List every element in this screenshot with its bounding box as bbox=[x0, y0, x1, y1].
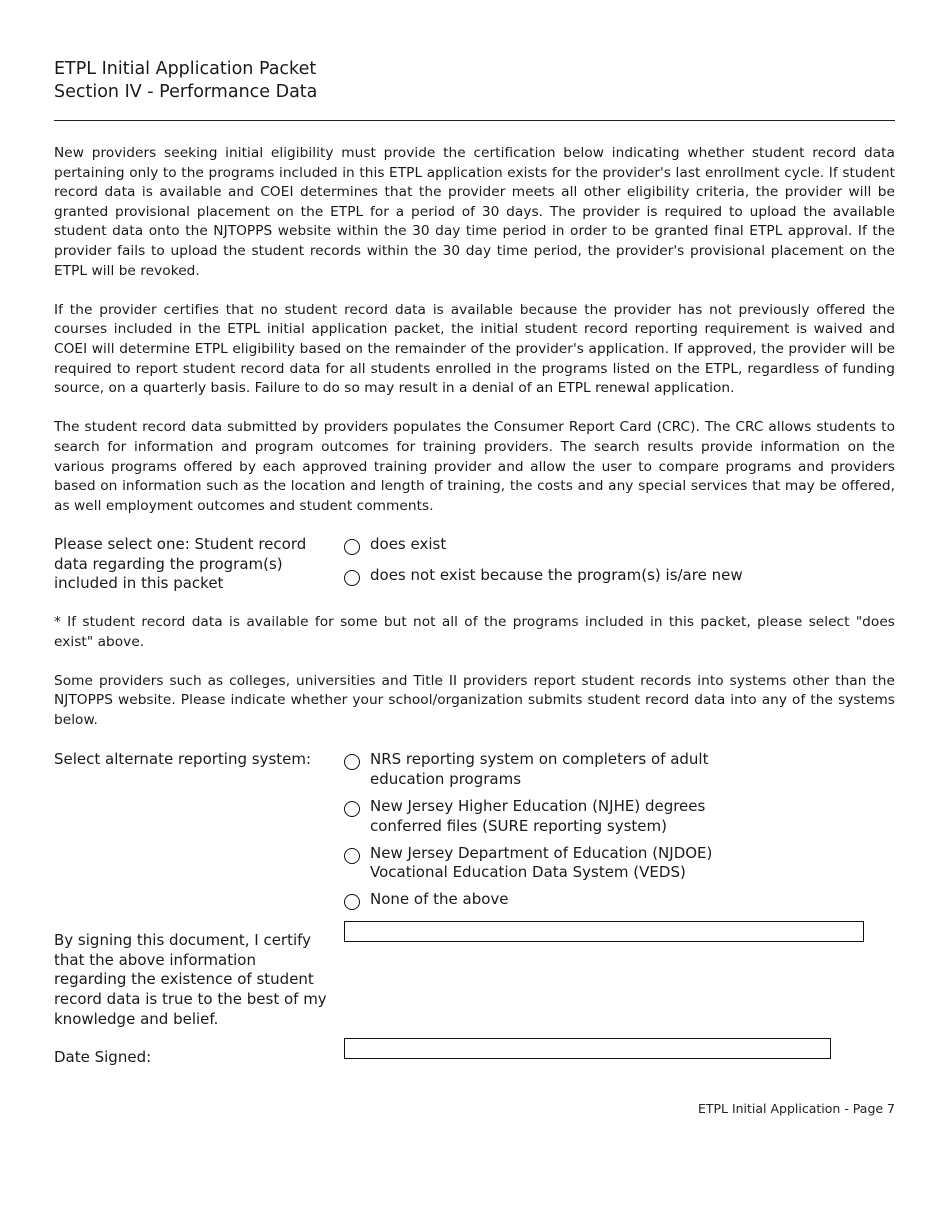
section-title: Section IV - Performance Data bbox=[54, 82, 318, 102]
document-page bbox=[54, 58, 895, 1068]
student-record-question bbox=[54, 535, 895, 594]
radio-button[interactable] bbox=[344, 570, 360, 586]
student-record-label: Please select one: Student record data regarding the program(s) included in this packet bbox=[54, 535, 307, 593]
option-njhe[interactable] bbox=[344, 797, 724, 836]
document-title: ETPL Initial Application Packet bbox=[54, 59, 317, 79]
radio-button[interactable] bbox=[344, 539, 360, 555]
radio-button[interactable] bbox=[344, 848, 360, 864]
option-label: None of the above bbox=[370, 890, 509, 909]
alternate-system-options bbox=[344, 750, 895, 910]
radio-button[interactable] bbox=[344, 801, 360, 817]
crc-paragraph: The student record data submitted by providers populates the Consumer Report Card (CRC). The CRC allows students to search for information and program outcomes for training providers. The search results provide information on the various programs offered by each approved training provider and allow the user to compare programs and providers based on information such as the location and length of training, the costs and any special services that may be offered, as well employment outcomes and student comments. bbox=[54, 419, 895, 514]
alternate-systems-paragraph: Some providers such as colleges, universities and Title II providers report student records into systems other than the NJTOPPS website. Please indicate whether your school/organization submits student record data into any of the systems below. bbox=[54, 672, 895, 729]
waiver-paragraph: If the provider certifies that no student record data is available because the provider has not previously offered the courses included in the ETPL initial application packet, the initial student record reporting requirement is waived and COEI will determine ETPL eligibility based on the remainder of the provider's application. If approved, the provider will be required to report student record data for all students enrolled in the programs listed on the ETPL, regardless of funding source, on a quarterly basis. Failure to do so may result in a denial of an ETPL renewal application. bbox=[54, 301, 895, 397]
intro-paragraph: New providers seeking initial eligibility must provide the certification below indicating whether student record data pertaining only to the programs included in this ETPL application exists for the provider's last enrollment cycle. If student record data is available and COEI determines that the provider meets all other eligibility criteria, the provider will be granted provisional placement on the ETPL for a period of 30 days. The provider is required to upload the available student data onto the NJTOPPS website within the 30 day time period in order to be granted final ETPL approval. If the provider fails to upload the student records within the 30 day time period, the provider's provisional placement on the ETPL will be revoked. bbox=[54, 145, 895, 279]
header-divider bbox=[54, 120, 895, 121]
option-label: does exist bbox=[370, 535, 447, 554]
option-label: does not exist because the program(s) is/are new bbox=[370, 565, 743, 584]
signature-field[interactable] bbox=[344, 921, 864, 942]
option-does-exist[interactable] bbox=[344, 535, 895, 555]
certification-field-wrapper bbox=[344, 931, 895, 1029]
date-field-wrapper bbox=[344, 1048, 895, 1068]
certification-label bbox=[54, 931, 344, 1029]
option-label: New Jersey Higher Education (NJHE) degrees conferred files (SURE reporting system) bbox=[370, 796, 706, 835]
radio-button[interactable] bbox=[344, 754, 360, 770]
partial-data-note: * If student record data is available for some but not all of the programs included in this packet, please select "does exist" above. bbox=[54, 614, 895, 650]
student-record-options bbox=[344, 535, 895, 594]
alternate-system-label: Select alternate reporting system: bbox=[54, 750, 312, 769]
option-nrs[interactable] bbox=[344, 750, 724, 789]
radio-button[interactable] bbox=[344, 894, 360, 910]
certification-text: By signing this document, I certify that the above information regarding the existence of student record data is true to the best of my knowledge and belief. bbox=[54, 931, 327, 1028]
option-label: New Jersey Department of Education (NJDOE) Vocational Education Data System (VEDS) bbox=[370, 843, 713, 882]
date-signed-field[interactable] bbox=[344, 1038, 831, 1059]
option-label: NRS reporting system on completers of adult education programs bbox=[370, 750, 709, 788]
page-footer: ETPL Initial Application - Page 7 bbox=[697, 1101, 895, 1116]
date-signed-label: Date Signed: bbox=[54, 1048, 152, 1067]
date-signed-row bbox=[54, 1048, 895, 1068]
alternate-system-question bbox=[54, 750, 895, 910]
option-none[interactable] bbox=[344, 890, 895, 910]
option-njdoe[interactable] bbox=[344, 844, 724, 883]
option-does-not-exist[interactable] bbox=[344, 566, 895, 586]
certification-row bbox=[54, 931, 895, 1029]
